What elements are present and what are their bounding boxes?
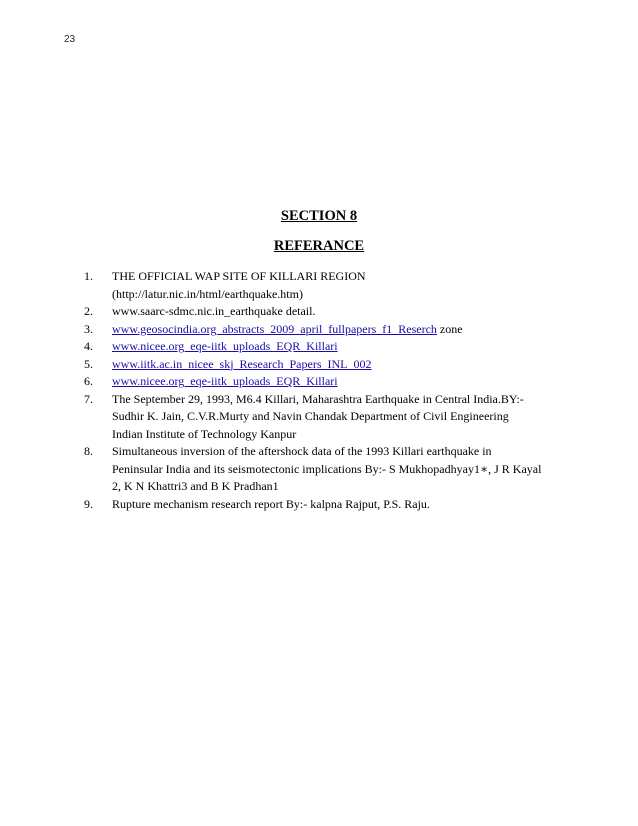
reference-text-line: Indian Institute of Technology Kanpur <box>112 426 297 441</box>
reference-item <box>84 303 574 321</box>
reference-text-line: The September 29, 1993, M6.4 Killari, Maharashtra Earthquake in Central India.BY:- <box>112 391 524 406</box>
page-number: 23 <box>64 34 76 45</box>
reference-link[interactable]: www.geosocindia.org_abstracts_2009_april_fullpapers_f1_Reserch <box>112 321 437 336</box>
reference-number: 2. <box>84 304 93 318</box>
reference-number: 8. <box>84 444 93 458</box>
reference-text: www.saarc-sdmc.nic.in_earthquake detail. <box>112 304 316 318</box>
reference-link-suffix: zone <box>436 321 463 336</box>
reference-text-line: THE OFFICIAL WAP SITE OF KILLARI REGION <box>112 269 366 283</box>
reference-item <box>84 443 574 496</box>
reference-text-line: Sudhir K. Jain, C.V.R.Murty and Navin Chandak Department of Civil Engineering <box>112 409 509 423</box>
reference-link[interactable]: www.iitk.ac.in_nicee_skj_Research_Papers_INL_002 <box>112 356 372 371</box>
reference-item <box>84 338 574 356</box>
section-title: SECTION 8 <box>280 208 358 224</box>
reference-number: 1. <box>84 269 93 283</box>
reference-text-line: Peninsular India and its seismotectonic implications By:- S Mukhopadhyay1∗, J R Kayal <box>112 461 542 476</box>
reference-number: 9. <box>84 496 93 511</box>
reference-number: 6. <box>84 374 93 388</box>
reference-number: 7. <box>84 391 93 406</box>
reference-number: 4. <box>84 339 93 353</box>
reference-text-line: Simultaneous inversion of the aftershock data of the 1993 Killari earthquake in <box>112 444 492 458</box>
reference-item <box>84 496 574 514</box>
reference-item <box>84 321 574 339</box>
reference-item <box>84 268 574 303</box>
reference-number: 5. <box>84 356 93 371</box>
reference-item <box>84 356 574 374</box>
reference-text: Rupture mechanism research report By:- kalpna Rajput, P.S. Raju. <box>112 496 430 511</box>
reference-list <box>84 268 574 513</box>
section-subtitle: REFERANCE <box>273 238 365 254</box>
reference-number: 3. <box>84 321 93 336</box>
reference-text-line: 2, K N Khattri3 and B K Pradhan1 <box>112 479 279 493</box>
reference-link[interactable]: www.nicee.org_eqe-iitk_uploads_EQR_Killari <box>112 339 338 353</box>
reference-link[interactable]: www.nicee.org_eqe-iitk_uploads_EQR_Killari <box>112 374 338 388</box>
reference-text-line: (http://latur.nic.in/html/earthquake.htm) <box>112 286 303 301</box>
reference-item <box>84 391 574 444</box>
reference-item <box>84 373 574 391</box>
